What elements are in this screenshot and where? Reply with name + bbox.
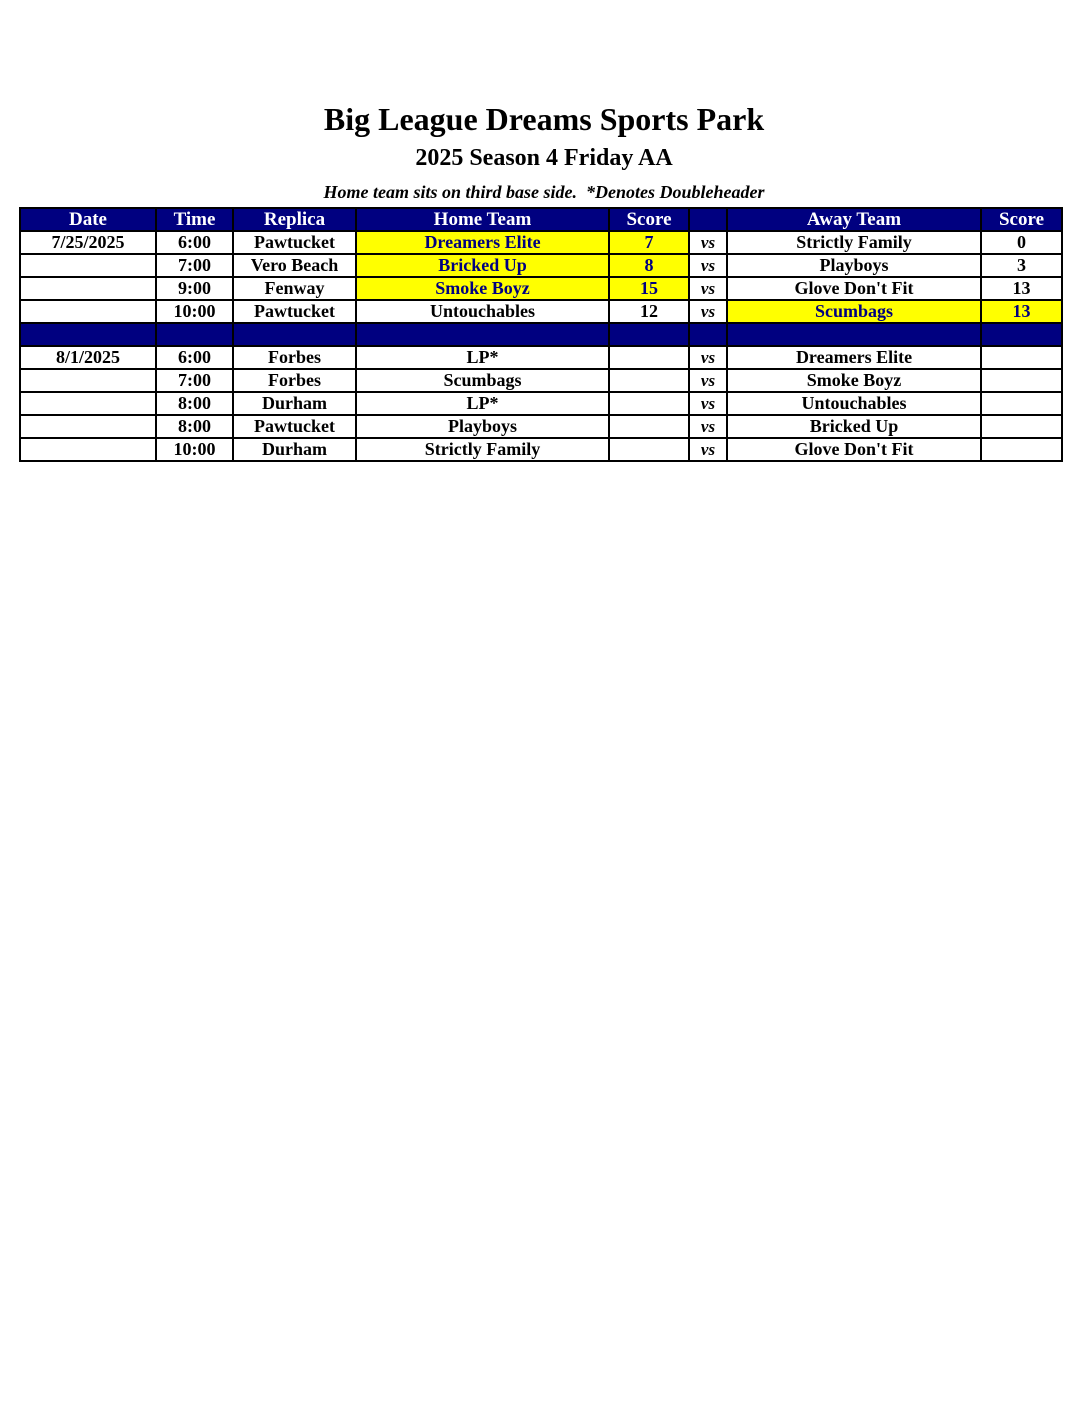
away-score-cell: 13: [981, 300, 1062, 323]
replica-cell: Forbes: [233, 369, 356, 392]
time-cell: 8:00: [156, 392, 233, 415]
away-score-cell: [981, 369, 1062, 392]
replica-cell: Vero Beach: [233, 254, 356, 277]
table-row: [20, 300, 1062, 323]
replica-cell: Durham: [233, 392, 356, 415]
time-cell: 7:00: [156, 254, 233, 277]
away-score-cell: [981, 346, 1062, 369]
home-score-cell: [609, 346, 689, 369]
away-team-cell: Glove Don't Fit: [727, 438, 981, 461]
table-row: [20, 346, 1062, 369]
date-cell: [20, 415, 156, 438]
away-team-cell: Bricked Up: [727, 415, 981, 438]
date-cell: [20, 277, 156, 300]
vs-cell: vs: [689, 438, 727, 461]
page-subtitle: 2025 Season 4 Friday AA: [415, 145, 673, 171]
column-header-vs: [689, 208, 727, 231]
date-cell: 7/25/2025: [20, 231, 156, 254]
column-header-home-team: Home Team: [356, 208, 609, 231]
home-team-cell: Untouchables: [356, 300, 609, 323]
vs-cell: vs: [689, 392, 727, 415]
date-cell: [20, 392, 156, 415]
separator-cell: [981, 323, 1062, 346]
away-team-cell: Smoke Boyz: [727, 369, 981, 392]
away-team-cell: Dreamers Elite: [727, 346, 981, 369]
column-header-away-score: Score: [981, 208, 1062, 231]
away-team-cell: Playboys: [727, 254, 981, 277]
vs-cell: vs: [689, 254, 727, 277]
away-score-cell: 13: [981, 277, 1062, 300]
date-cell: 8/1/2025: [20, 346, 156, 369]
schedule-note: Home team sits on third base side. *Denotes Doubleheader: [323, 182, 765, 202]
date-cell: [20, 438, 156, 461]
home-score-cell: [609, 392, 689, 415]
column-header-replica: Replica: [233, 208, 356, 231]
table-row: [20, 415, 1062, 438]
vs-cell: vs: [689, 231, 727, 254]
date-cell: [20, 254, 156, 277]
home-team-cell: Smoke Boyz: [356, 277, 609, 300]
schedule-table: [19, 207, 1063, 462]
vs-cell: vs: [689, 415, 727, 438]
table-row: [20, 438, 1062, 461]
replica-cell: Pawtucket: [233, 415, 356, 438]
home-score-cell: 15: [609, 277, 689, 300]
away-team-cell: Scumbags: [727, 300, 981, 323]
vs-cell: vs: [689, 277, 727, 300]
home-team-cell: Scumbags: [356, 369, 609, 392]
replica-cell: Pawtucket: [233, 231, 356, 254]
time-cell: 7:00: [156, 369, 233, 392]
replica-cell: Durham: [233, 438, 356, 461]
home-score-cell: 8: [609, 254, 689, 277]
table-row: [20, 369, 1062, 392]
home-score-cell: [609, 369, 689, 392]
away-team-cell: Untouchables: [727, 392, 981, 415]
away-score-cell: 0: [981, 231, 1062, 254]
replica-cell: Pawtucket: [233, 300, 356, 323]
away-team-cell: Strictly Family: [727, 231, 981, 254]
date-cell: [20, 369, 156, 392]
separator-cell: [356, 323, 609, 346]
time-cell: 6:00: [156, 346, 233, 369]
schedule-body: [20, 231, 1062, 461]
table-row: [20, 277, 1062, 300]
table-header-row: [20, 208, 1062, 231]
time-cell: 8:00: [156, 415, 233, 438]
home-team-cell: LP*: [356, 392, 609, 415]
time-cell: 10:00: [156, 438, 233, 461]
home-team-cell: Playboys: [356, 415, 609, 438]
away-score-cell: [981, 392, 1062, 415]
away-score-cell: [981, 438, 1062, 461]
home-team-cell: LP*: [356, 346, 609, 369]
table-row: [20, 392, 1062, 415]
table-row: [20, 231, 1062, 254]
home-score-cell: [609, 415, 689, 438]
separator-cell: [20, 323, 156, 346]
separator-cell: [156, 323, 233, 346]
separator-cell: [689, 323, 727, 346]
away-team-cell: Glove Don't Fit: [727, 277, 981, 300]
separator-cell: [727, 323, 981, 346]
week-separator-row: [20, 323, 1062, 346]
time-cell: 10:00: [156, 300, 233, 323]
column-header-date: Date: [20, 208, 156, 231]
vs-cell: vs: [689, 369, 727, 392]
separator-cell: [609, 323, 689, 346]
time-cell: 9:00: [156, 277, 233, 300]
away-score-cell: 3: [981, 254, 1062, 277]
time-cell: 6:00: [156, 231, 233, 254]
home-team-cell: Strictly Family: [356, 438, 609, 461]
table-row: [20, 254, 1062, 277]
home-team-cell: Bricked Up: [356, 254, 609, 277]
page-title: Big League Dreams Sports Park: [323, 101, 765, 137]
replica-cell: Forbes: [233, 346, 356, 369]
replica-cell: Fenway: [233, 277, 356, 300]
vs-cell: vs: [689, 300, 727, 323]
home-score-cell: 12: [609, 300, 689, 323]
column-header-time: Time: [156, 208, 233, 231]
away-score-cell: [981, 415, 1062, 438]
column-header-away-team: Away Team: [727, 208, 981, 231]
separator-cell: [233, 323, 356, 346]
vs-cell: vs: [689, 346, 727, 369]
home-team-cell: Dreamers Elite: [356, 231, 609, 254]
date-cell: [20, 300, 156, 323]
home-score-cell: 7: [609, 231, 689, 254]
home-score-cell: [609, 438, 689, 461]
column-header-home-score: Score: [609, 208, 689, 231]
